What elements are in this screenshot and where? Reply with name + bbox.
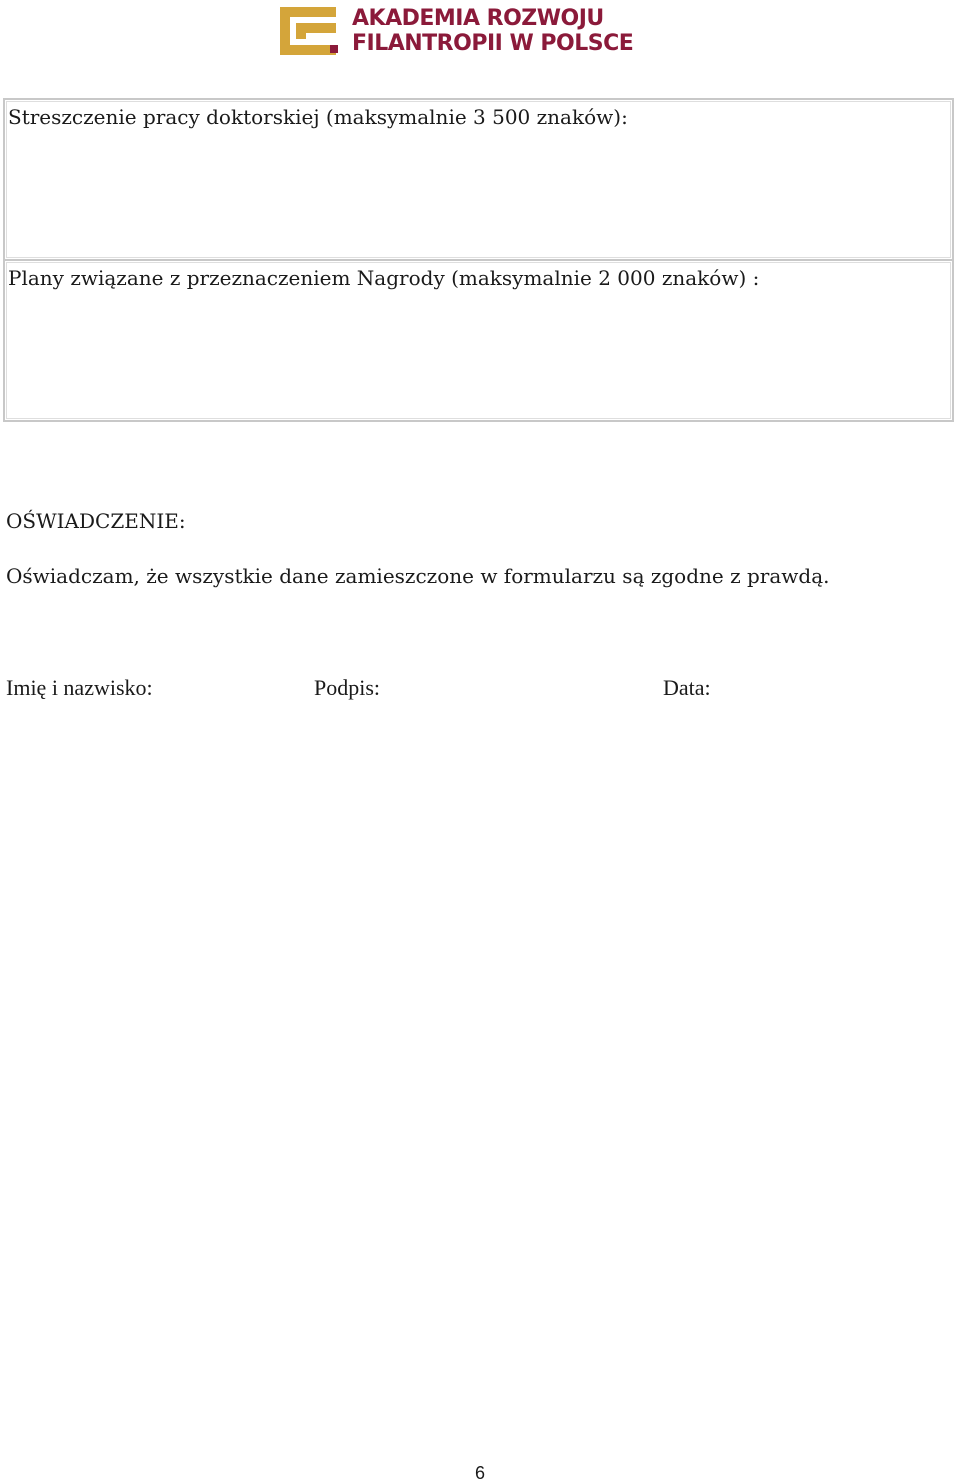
declaration-heading: OŚWIADCZENIE: <box>6 509 186 533</box>
abstract-field-input[interactable] <box>9 134 948 255</box>
plans-field-box <box>3 259 954 422</box>
abstract-field-box <box>3 98 954 261</box>
logo-wordmark <box>352 5 634 56</box>
date-label: Data: <box>663 675 711 700</box>
plans-field-label: Plany związane z przeznaczeniem Nagrody (maksymalnie 2 000 znaków) : <box>8 266 760 290</box>
declaration-text: Oświadczam, że wszystkie dane zamieszczone w formularzu są zgodne z prawdą. <box>6 564 830 588</box>
plans-field-input[interactable] <box>9 295 948 416</box>
logo-line-2: FILANTROPII W POLSCE <box>352 30 634 56</box>
logo-line-1: AKADEMIA ROZWOJU <box>352 5 604 31</box>
logo-mark-icon <box>280 7 340 55</box>
name-label: Imię i nazwisko: <box>6 675 153 700</box>
abstract-field-label: Streszczenie pracy doktorskiej (maksymalnie 3 500 znaków): <box>8 105 628 129</box>
signature-label: Podpis: <box>314 675 381 700</box>
page-number: 6 <box>474 1463 485 1483</box>
organization-logo <box>280 6 642 56</box>
